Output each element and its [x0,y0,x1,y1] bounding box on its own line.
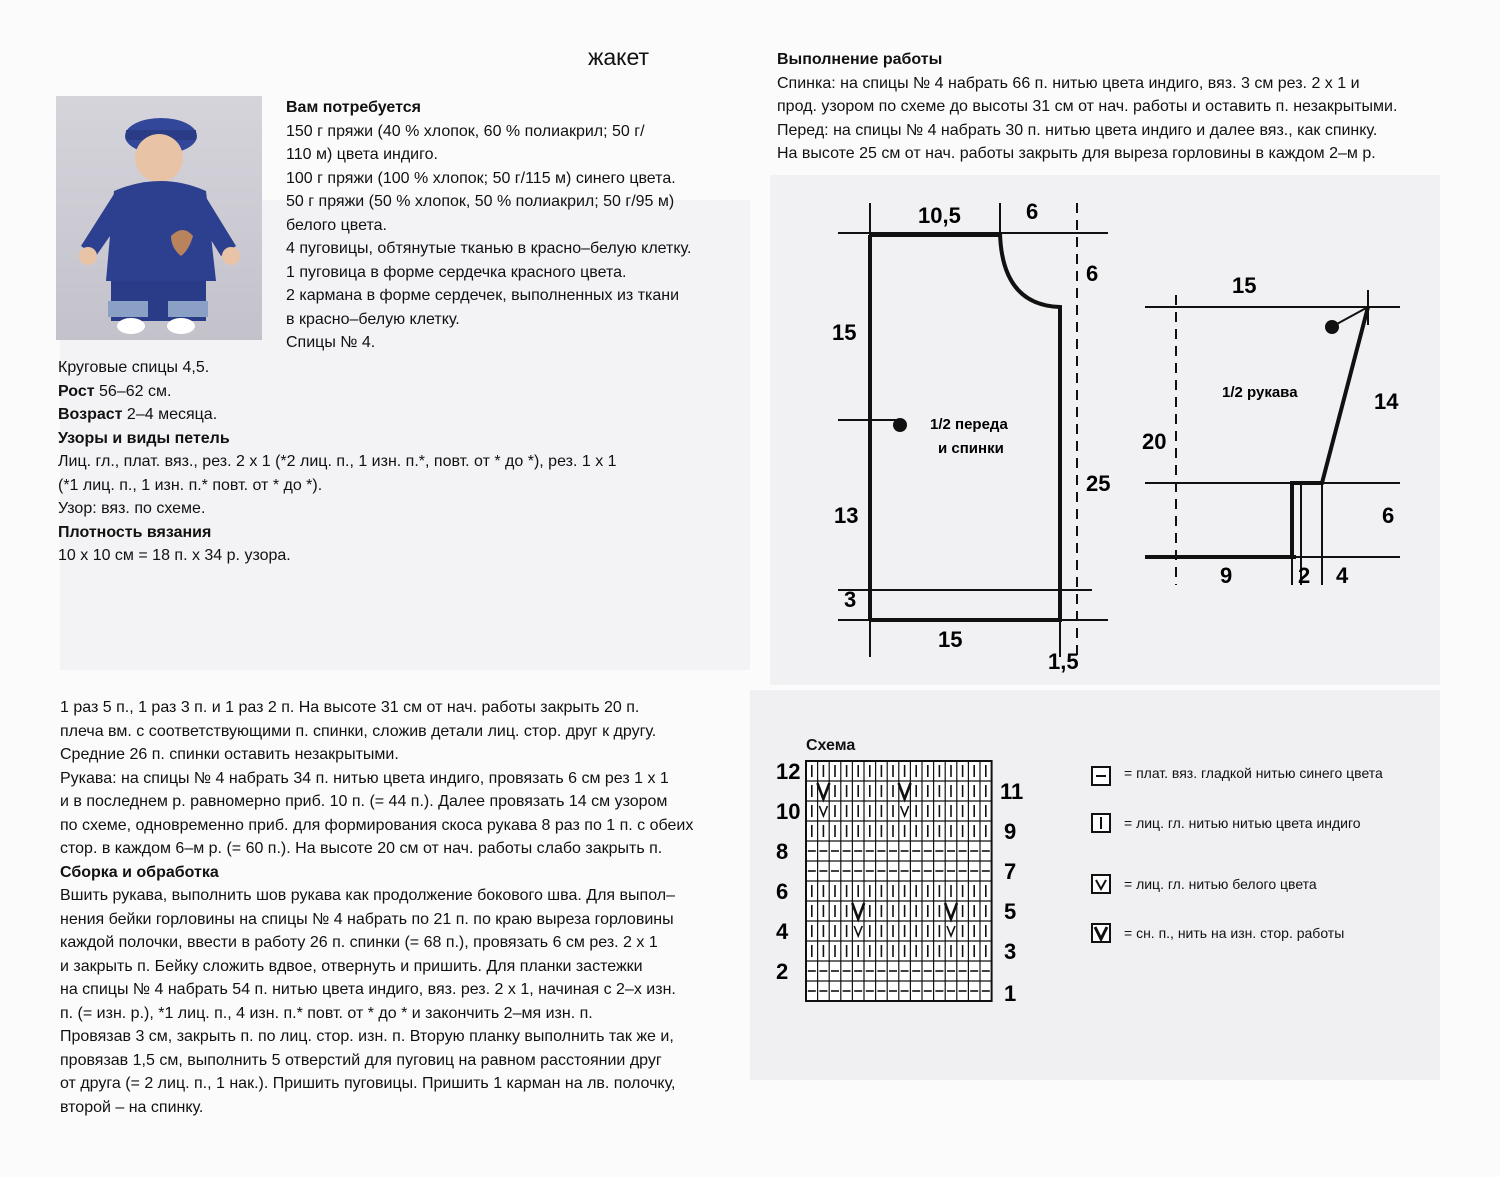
instruction-line: п. (= изн. р.), *1 лиц. п., 4 изн. п.* повт. от * до * и закончить 2–мя изн. п. [60,1004,593,1022]
label-left-upper: 15 [832,320,857,345]
label-bottom-right: 1,5 [1048,649,1079,674]
height-info [58,380,617,404]
row-label-right: 9 [1004,819,1017,844]
work-line: прод. узором по схеме до высоты 31 см от нач. работы и оставить п. незакрытыми. [777,98,1398,115]
legend-text: = лиц. гл. нитью белого цвета [1124,876,1317,892]
label-sleeve-left: 20 [1142,429,1167,454]
assembly-heading: Сборка и обработка [60,863,219,881]
v-icon [1093,876,1109,892]
label-right-middle: 25 [1086,471,1111,496]
materials-line: 100 г пряжи (100 % хлопок; 50 г/115 м) синего цвета. [286,169,676,187]
age-info [58,403,617,427]
work-line: На высоте 25 см от нач. работы закрыть для выреза горловины в каждом 2–м р. [777,145,1376,162]
instruction-line: и закрыть п. Бейку сложить вдвое, отвернуть и пришить. Для планки застежки [60,957,643,975]
work-line: Перед: на спицы № 4 набрать 30 п. нитью цвета индиго и далее вяз., как спинку. [777,121,1378,139]
row-label-right: 7 [1004,859,1017,884]
sleeve-outline [1292,307,1368,557]
legend-symbol-purl [1091,766,1111,786]
instruction-line: и в последнем р. равномерно приб. 10 п. (= 44 п.). Далее провязать 14 см узором [60,793,668,810]
density-heading: Плотность вязания [58,523,212,541]
label-right-upper: 6 [1086,261,1099,286]
legend-text: = лиц. гл. нитью нитью цвета индиго [1124,815,1361,831]
instruction-line: каждой полочки, ввести в работу 26 п. спинки (= 68 п.), провязать 6 см рез. 2 х 1 [60,934,658,951]
legend-text: = плат. вяз. гладкой нитью синего цвета [1124,765,1383,781]
marker-dot [893,418,907,432]
instruction-line: Вшить рукава, выполнить шов рукава как продолжение бокового шва. Для выпол– [60,887,675,904]
baby-photo [56,96,262,340]
work-heading: Выполнение работы [777,51,943,68]
instruction-line: 1 раз 5 п., 1 раз 3 п. и 1 раз 2 п. На высоте 31 см от нач. работы закрыть 20 п. [60,699,640,716]
row-label-right: 11 [1000,779,1024,804]
height-value: 56–62 см. [94,382,172,400]
instruction-line: от друга (= 2 лиц. п., 1 нак.). Пришить пуговицы. Пришить 1 карман на лв. полочку, [60,1075,676,1092]
legend-symbol-slip [1091,923,1111,943]
info-section [58,356,617,568]
knitting-scheme-grid [770,755,1030,1005]
age-label: Возраст [58,406,123,423]
materials-line: Спицы № 4. [286,334,376,351]
instruction-line: Провязав 3 см, закрыть п. по лиц. стор. изн. п. Вторую планку выполнить так же и, [60,1028,674,1045]
row-label-left: 8 [776,839,789,864]
patterns-line: Лиц. гл., плат. вяз., рез. 2 х 1 (*2 лиц. п., 1 изн. п.*, повт. от * до *), рез. 1 х 1 [58,453,617,470]
row-label-left: 4 [776,919,789,944]
height-label: Рост [58,382,95,400]
sleeve-pattern-diagram [1140,265,1410,595]
materials-line: в красно–белую клетку. [286,310,460,328]
legend-symbol-white [1091,874,1111,894]
label-left-middle: 13 [834,503,859,528]
instruction-line: на спицы № 4 набрать 54 п. нитью цвета индиго, вяз. рез. 2 х 1, начиная с 2–х изн. [60,981,676,998]
work-line: Спинка: на спицы № 4 набрать 66 п. нитью цвета индиго, вяз. 3 см рез. 2 х 1 и [777,74,1360,92]
materials-line: 150 г пряжи (40 % хлопок, 60 % полиакрил; 50 г/ [286,122,645,140]
bar-icon [1093,815,1109,831]
materials-line: 50 г пряжи (50 % хлопок, 50 % полиакрил; 50 г/95 м) [286,193,675,210]
marker-dot [1325,320,1339,334]
row-label-left: 2 [776,959,789,984]
instruction-line: по схеме, одновременно приб. для формирования скоса рукава 8 раз по 1 п. с обеих [60,816,694,834]
row-label-right: 3 [1004,939,1017,964]
materials-line: 1 пуговица в форме сердечка красного цвета. [286,263,627,281]
materials-line: 2 кармана в форме сердечек, выполненных из ткани [286,287,680,304]
patterns-heading: Узоры и виды петель [58,429,230,447]
page-title: жакет [588,44,650,70]
scheme-title: Схема [806,737,856,754]
row-label-left: 10 [776,799,801,824]
label-sleeve-diagonal: 14 [1374,389,1399,414]
instruction-line: второй – на спинку. [60,1098,204,1116]
baby-illustration [56,96,262,340]
patterns-line: (*1 лиц. п., 1 изн. п.* повт. от * до *). [58,476,323,494]
materials-section [286,96,691,355]
label-sleeve-top: 15 [1232,273,1257,298]
label-sleeve-center: 1/2 рукава [1222,384,1298,401]
legend-symbol-knit [1091,813,1111,833]
row-label-left: 6 [776,879,789,904]
neckline-curve [1000,233,1060,620]
row-label-right: 1 [1004,981,1017,1005]
instruction-line: Средние 26 п. спинки оставить незакрытыми. [60,746,399,763]
instruction-line: стор. в каждом 6–м р. (= 60 п.). На высоте 20 см от нач. работы слабо закрыть п. [60,840,663,857]
v-bold-icon [1093,925,1109,941]
dash-icon [1093,768,1109,784]
patterns-line: Узор: вяз. по схеме. [58,500,206,517]
label-top-left: 10,5 [918,203,961,228]
age-value: 2–4 месяца. [122,406,218,423]
row-label-left: 12 [776,759,801,784]
instruction-line: плеча вм. с соответствующими п. спинки, сложив детали лиц. стор. друг к другу. [60,722,657,740]
materials-line: 110 м) цвета индиго. [286,146,438,163]
body-pattern-diagram [830,195,1120,675]
label-bottom: 15 [938,627,963,652]
needles-info: Круговые спицы 4,5. [58,359,210,376]
instruction-line: провязав 1,5 см, выполнить 5 отверстий для пуговиц на равном расстоянии друг [60,1051,662,1069]
scheme-cells [806,761,992,1001]
label-left-bottom: 3 [844,587,857,612]
label-sleeve-bottom-c: 4 [1336,563,1349,588]
instruction-line: нения бейки горловины на спицы № 4 набрать по 21 п. по краю выреза горловины [60,910,674,928]
row-label-right: 5 [1004,899,1017,924]
legend-text: = сн. п., нить на изн. стор. работы [1124,925,1345,941]
label-sleeve-bottom-b: 2 [1298,563,1311,588]
label-top-right: 6 [1026,199,1039,224]
materials-line: 4 пуговицы, обтянутые тканью в красно–белую клетку. [286,240,692,257]
instructions-section [60,696,693,1119]
density-value: 10 х 10 см = 18 п. х 34 р. узора. [58,547,291,564]
label-sleeve-right-bottom: 6 [1382,503,1395,528]
instruction-line: Рукава: на спицы № 4 набрать 34 п. нитью цвета индиго, провязать 6 см рез 1 х 1 [60,769,669,787]
label-center-line2: и спинки [938,440,1004,457]
label-center-line1: 1/2 переда [930,416,1008,433]
materials-heading: Вам потребуется [286,99,421,116]
label-sleeve-bottom-a: 9 [1220,563,1233,588]
work-section [777,48,1397,166]
materials-line: белого цвета. [286,216,387,234]
